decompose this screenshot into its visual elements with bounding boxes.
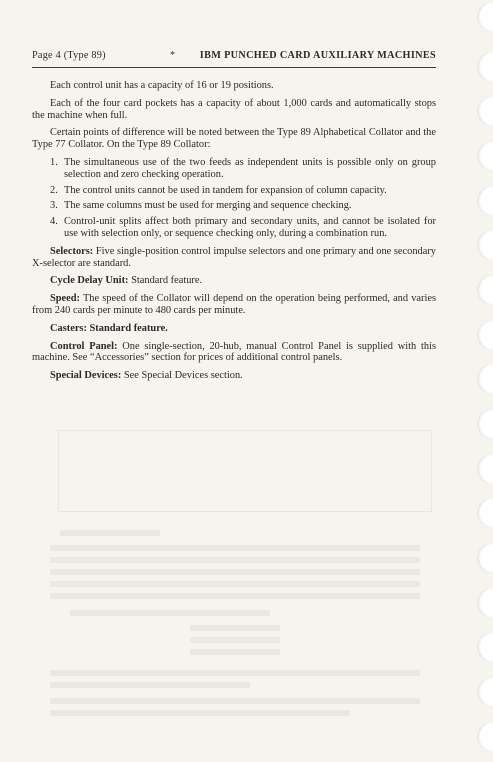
binder-hole <box>477 409 493 439</box>
list-item-text: The simultaneous use of the two feeds as independent units is possible only on group selection and zero checking operation. <box>64 156 436 180</box>
list-item-text: The control units cannot be used in tandem for expansion of column capacity. <box>64 184 387 196</box>
page-number-label: Page 4 (Type 89) <box>32 50 106 61</box>
binder-hole <box>477 2 493 32</box>
list-item-number: 2. <box>50 184 58 196</box>
paragraph-pockets: Each of the four card pockets has a capacity of about 1,000 cards and automatically stops the machine when full. <box>32 97 436 121</box>
binder-hole <box>477 364 493 394</box>
cycle-delay-text: Standard feature. <box>128 275 203 287</box>
special-devices-text: See Special Devices section. <box>121 370 243 382</box>
paragraph-capacity: Each control unit has a capacity of 16 or 19 positions. <box>50 80 274 91</box>
list-item <box>32 185 436 197</box>
bleed-through-line <box>60 530 160 536</box>
paragraph-control-panel <box>32 341 436 365</box>
page-title: IBM PUNCHED CARD AUXILIARY MACHINES <box>199 50 436 61</box>
binder-hole <box>477 454 493 484</box>
speed-heading: Speed: <box>50 293 81 305</box>
list-item <box>32 200 436 212</box>
list-item <box>32 157 436 181</box>
binder-hole <box>477 722 493 752</box>
list-item-number: 4. <box>50 216 58 228</box>
bleed-through-line <box>50 557 420 563</box>
binder-hole <box>477 677 493 707</box>
binder-hole <box>477 543 493 573</box>
bleed-through-line <box>50 682 250 688</box>
control-panel-text: One single-section, 20-hub, manual Control Panel is supplied with this machine. See “Accessories” section for prices of additional control panels. <box>32 340 436 364</box>
list-item-text: Control-unit splits affect both primary and secondary units, and cannot be isolated for use with selection only, or sequence checking only, during a combination run. <box>64 216 436 239</box>
bleed-through-line <box>50 698 420 704</box>
bleed-through-line <box>50 581 420 587</box>
binder-hole <box>477 498 493 528</box>
binder-hole <box>477 320 493 350</box>
binder-hole <box>477 96 493 126</box>
page-body <box>32 80 436 388</box>
bleed-through-line <box>70 610 270 616</box>
binder-hole <box>477 275 493 305</box>
binder-hole <box>477 186 493 216</box>
selectors-heading: Selectors: <box>50 245 94 257</box>
binder-hole <box>477 588 493 618</box>
binder-hole <box>477 141 493 171</box>
binder-hole <box>477 52 493 82</box>
paragraph-selectors <box>32 246 436 270</box>
bleed-through <box>50 420 440 730</box>
bleed-through-line <box>190 637 280 643</box>
paragraph-speed <box>32 293 436 317</box>
header-separator: * <box>170 50 176 61</box>
list-item-number: 1. <box>50 156 58 168</box>
bleed-through-line <box>50 670 420 676</box>
binder-hole <box>477 230 493 260</box>
bleed-through-line <box>190 649 280 655</box>
binder-hole <box>477 632 493 662</box>
differences-list <box>32 157 436 240</box>
list-item <box>32 216 436 240</box>
paragraph-casters <box>32 323 436 335</box>
page-header <box>32 48 436 61</box>
paragraph-special-devices <box>32 370 436 382</box>
control-panel-heading: Control Panel: <box>50 340 118 352</box>
list-item-number: 3. <box>50 200 58 212</box>
binder-holes <box>453 0 493 762</box>
cycle-delay-heading: Cycle Delay Unit: <box>50 275 129 287</box>
bleed-through-line <box>50 545 420 551</box>
bleed-through-line <box>190 625 280 631</box>
casters-heading: Casters: Standard feature. <box>50 322 168 334</box>
list-item-text: The same columns must be used for merging and sequence checking. <box>64 200 352 212</box>
header-rule <box>32 67 436 68</box>
special-devices-heading: Special Devices: <box>50 370 122 382</box>
paragraph-cycle-delay <box>32 275 436 287</box>
speed-text: The speed of the Collator will depend on the operation being performed, and varies from 240 cards per minute to 480 cards per minute. <box>32 293 436 316</box>
bleed-through-line <box>50 569 420 575</box>
bleed-through-line <box>50 593 420 599</box>
paragraph-differences: Certain points of difference will be noted between the Type 89 Alphabetical Collator and the Type 77 Collator. On the Type 89 Collator: <box>32 127 436 151</box>
bleed-through-line <box>50 710 350 716</box>
selectors-text: Five single-position control impulse selectors and one primary and one secondary X-selector are standard. <box>32 245 436 269</box>
bleed-through-table <box>58 430 432 512</box>
